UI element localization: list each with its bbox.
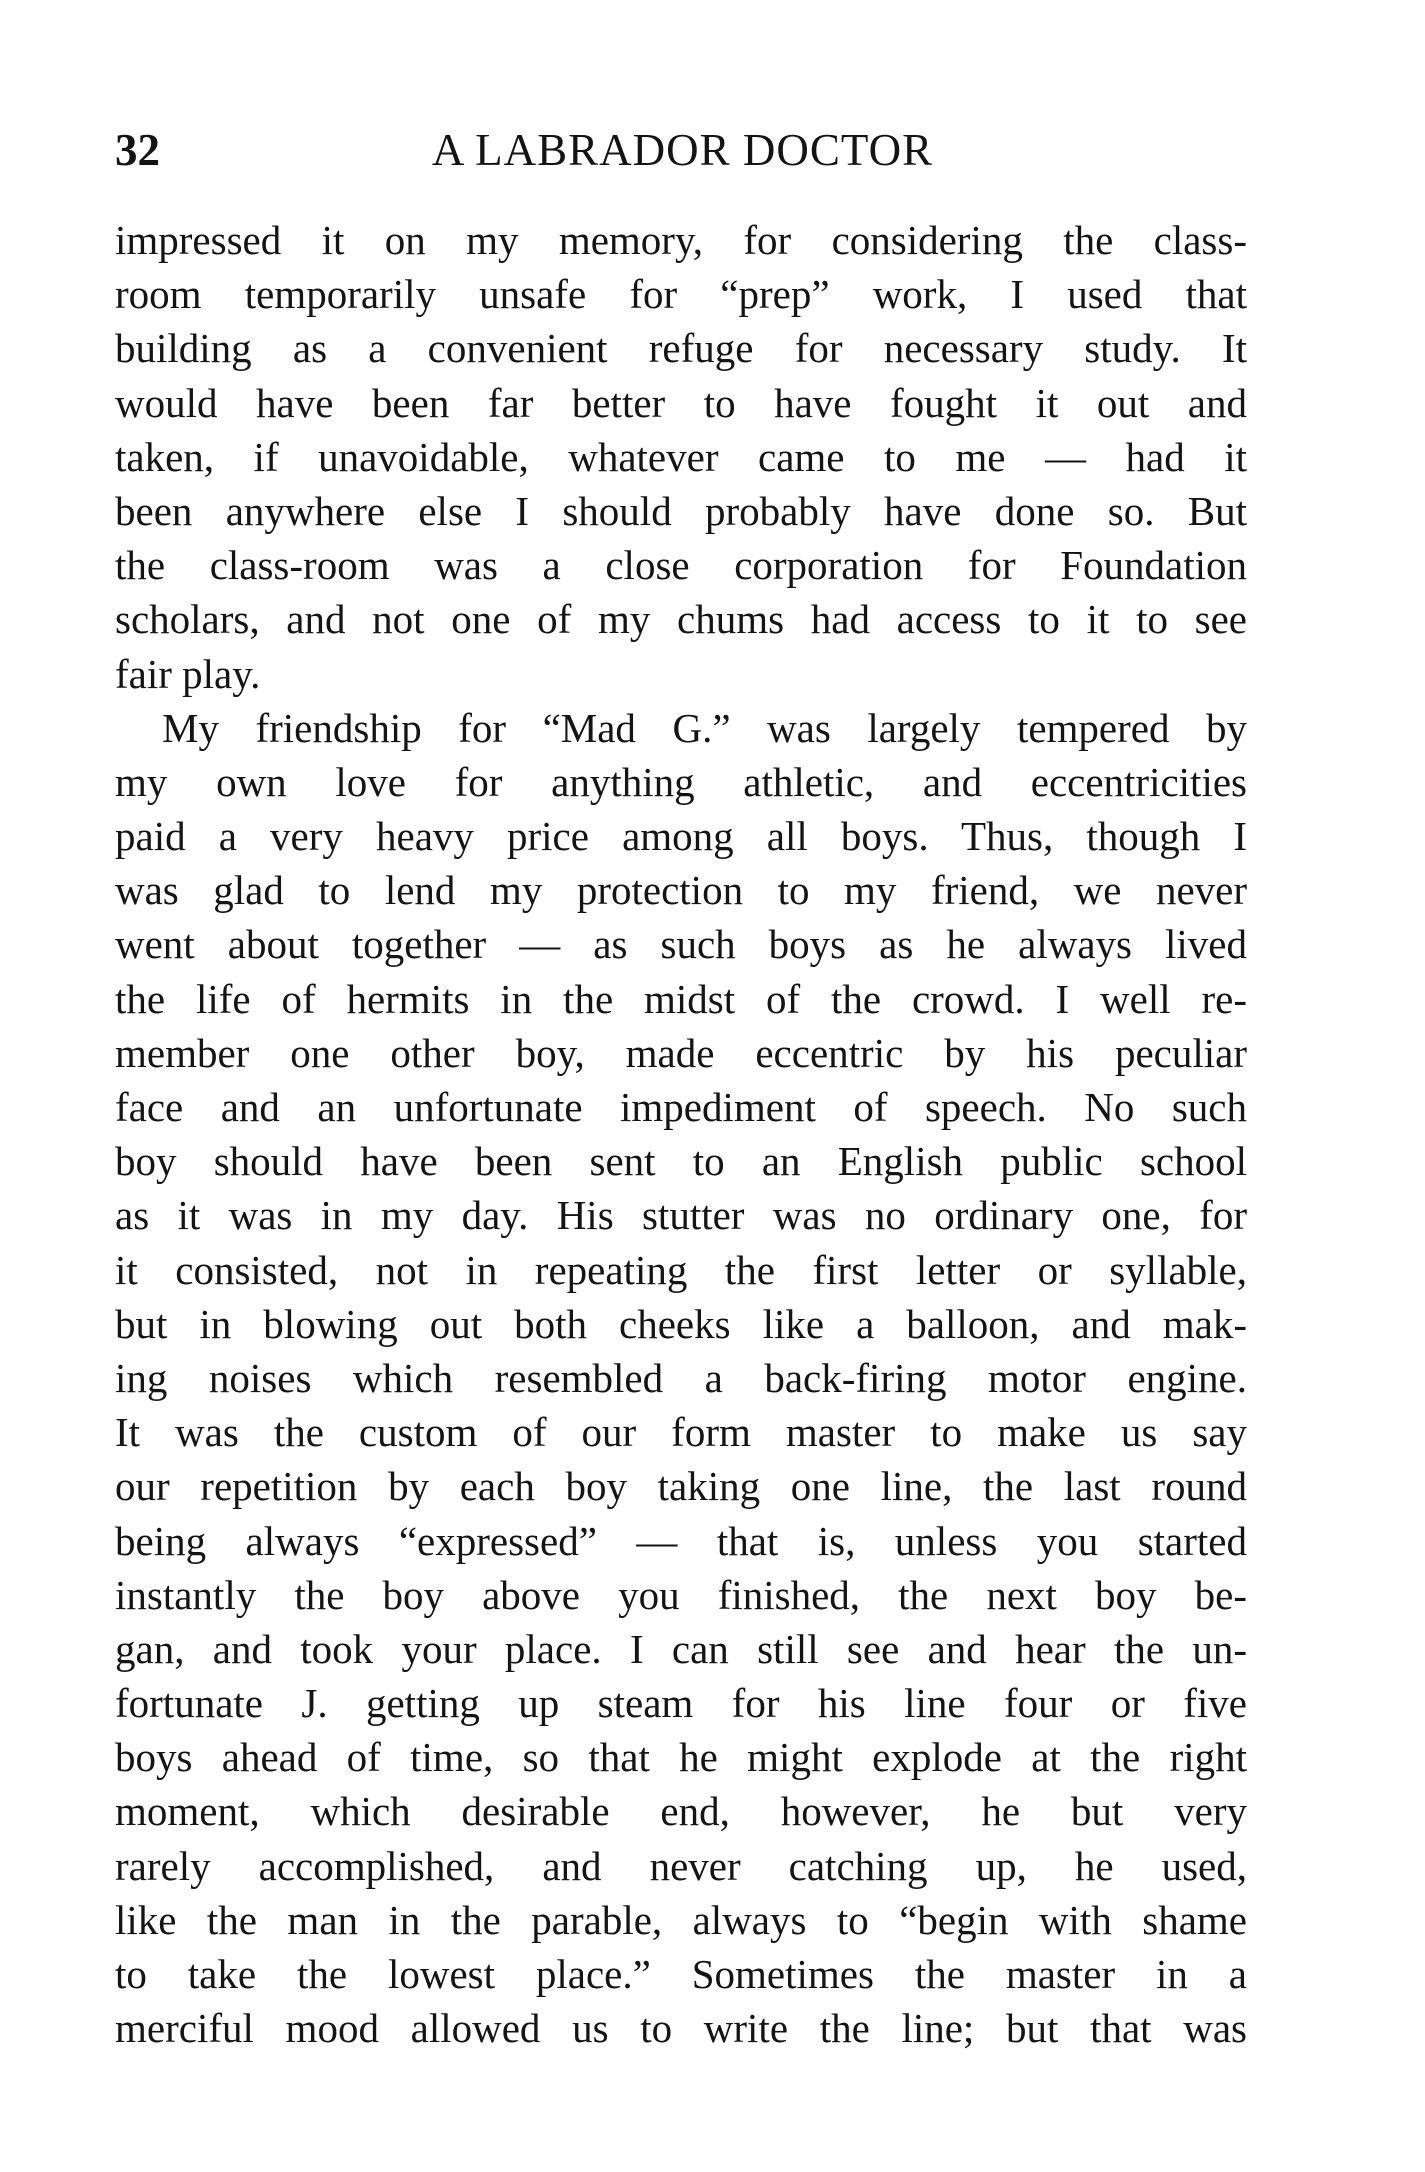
text-line: my own love for anything athletic, and eccentricities <box>115 758 1247 805</box>
text-line: went about together — as such boys as he always lived <box>115 921 1247 968</box>
text-line: been anywhere else I should probably have done so. But <box>115 487 1247 534</box>
page-number: 32 <box>115 125 160 175</box>
text-line: being always “expressed” — that is, unless you started <box>115 1517 1247 1564</box>
page-header <box>115 120 1250 180</box>
paragraph-first-line: My friendship for “Mad G.” was largely tempered by <box>162 704 1247 751</box>
body-text <box>115 213 1247 2055</box>
text-line: the class-room was a close corporation for Foundation <box>115 542 1247 589</box>
text-line: it consisted, not in repeating the first letter or syllable, <box>115 1246 1247 1293</box>
text-line: fortunate J. getting up steam for his line four or five <box>115 1680 1247 1727</box>
text-line: ing noises which resembled a back-firing motor engine. <box>115 1354 1247 1401</box>
text-line: It was the custom of our form master to make us say <box>115 1409 1247 1456</box>
text-line: to take the lowest place.” Sometimes the master in a <box>115 1951 1247 1997</box>
text-line: taken, if unavoidable, whatever came to me — had it <box>115 433 1247 480</box>
text-line: moment, which desirable end, however, he but very <box>115 1788 1247 1835</box>
text-line: face and an unfortunate impediment of speech. No such <box>115 1084 1247 1130</box>
text-line: was glad to lend my protection to my friend, we never <box>115 867 1247 914</box>
text-line: instantly the boy above you finished, the next boy be- <box>115 1571 1247 1618</box>
text-line: merciful mood allowed us to write the line; but that was <box>115 2005 1247 2052</box>
text-line: rarely accomplished, and never catching up, he used, <box>115 1842 1247 1889</box>
text-line: like the man in the parable, always to “begin with shame <box>115 1896 1247 1943</box>
text-line: would have been far better to have fought it out and <box>115 379 1247 426</box>
text-line: scholars, and not one of my chums had access to it to see <box>115 596 1247 643</box>
text-line: building as a convenient refuge for necessary study. It <box>115 325 1247 372</box>
text-line: but in blowing out both cheeks like a balloon, and mak- <box>115 1300 1247 1347</box>
text-line: member one other boy, made eccentric by his peculiar <box>115 1029 1247 1076</box>
text-line: paid a very heavy price among all boys. Thus, though I <box>115 813 1247 860</box>
text-line: gan, and took your place. I can still see and hear the un- <box>115 1625 1247 1672</box>
text-line: the life of hermits in the midst of the crowd. I well re- <box>115 975 1247 1022</box>
text-line: boys ahead of time, so that he might explode at the right <box>115 1734 1247 1781</box>
paragraph-end-line: fair play. <box>115 650 261 697</box>
text-line: boy should have been sent to an English public school <box>115 1138 1247 1185</box>
text-line: our repetition by each boy taking one line, the last round <box>115 1463 1247 1510</box>
text-line: as it was in my day. His stutter was no ordinary one, for <box>115 1192 1247 1239</box>
text-line: room temporarily unsafe for “prep” work, I used that <box>115 271 1247 318</box>
text-line: impressed it on my memory, for considering the class- <box>115 217 1247 263</box>
running-head: A LABRADOR DOCTOR <box>431 125 934 175</box>
